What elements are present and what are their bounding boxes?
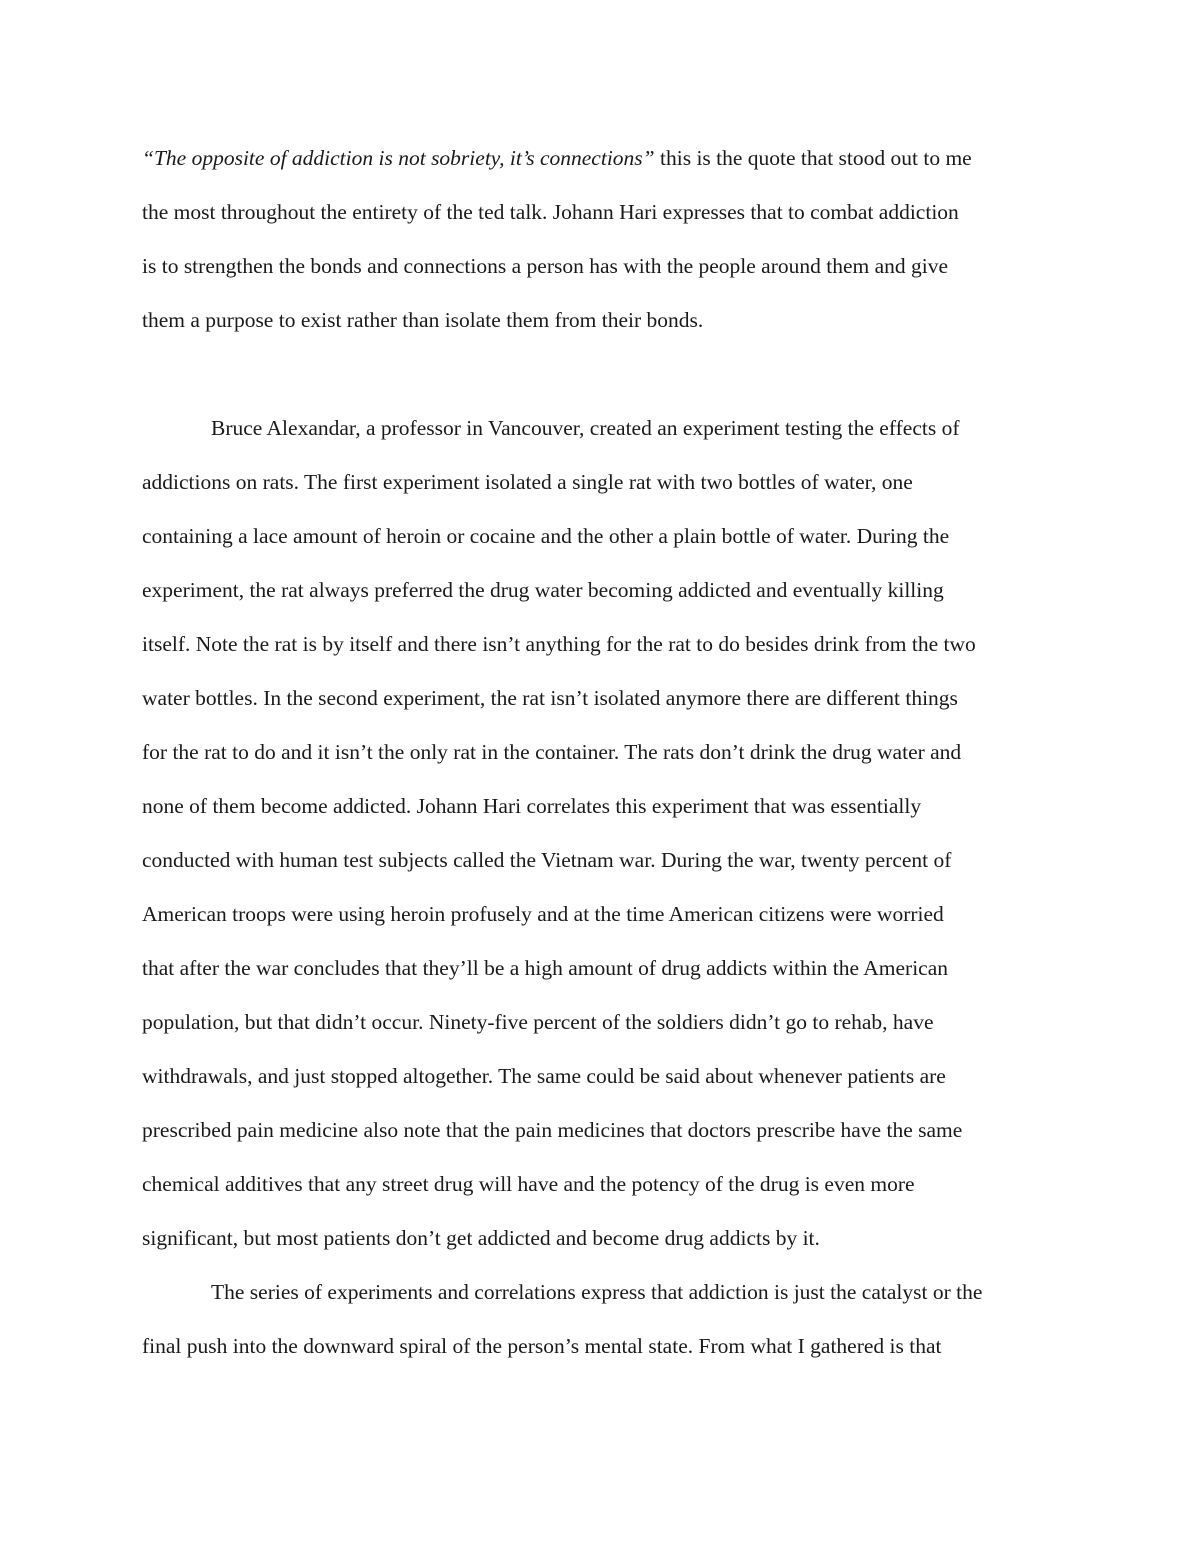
paragraph-3-line: final push into the downward spiral of the person’s mental state. From what I gathered is that [142, 1334, 942, 1358]
paragraph-2-line: American troops were using heroin profusely and at the time American citizens were worried [142, 902, 944, 926]
paragraph-3-line: The series of experiments and correlations express that addiction is just the catalyst or the [211, 1280, 983, 1304]
paragraph-2-line: for the rat to do and it isn’t the only rat in the container. The rats don’t drink the drug water and [142, 740, 962, 764]
paragraph-2-line: itself. Note the rat is by itself and there isn’t anything for the rat to do besides drink from the two [142, 632, 976, 656]
paragraph-2-line: chemical additives that any street drug will have and the potency of the drug is even more [142, 1172, 915, 1196]
paragraph-1-line-2: the most throughout the entirety of the ted talk. Johann Hari expresses that to combat addiction [142, 200, 959, 224]
paragraph-2-line: Bruce Alexandar, a professor in Vancouver, created an experiment testing the effects of [211, 416, 960, 440]
paragraph-2-line: conducted with human test subjects called the Vietnam war. During the war, twenty percent of [142, 848, 952, 872]
opening-quote: “The opposite of addiction is not sobriety, it’s connections” [142, 146, 655, 170]
paragraph-2-line: population, but that didn’t occur. Ninety-five percent of the soldiers didn’t go to rehab, have [142, 1010, 934, 1034]
paragraph-2-line: addictions on rats. The first experiment isolated a single rat with two bottles of water, one [142, 470, 913, 494]
paragraph-1-line-1-rest: this is the quote that stood out to me [654, 146, 972, 170]
paragraph-2-line: water bottles. In the second experiment, the rat isn’t isolated anymore there are different things [142, 686, 958, 710]
paragraph-2-line: containing a lace amount of heroin or cocaine and the other a plain bottle of water. During the [142, 524, 950, 548]
paragraph-2-line: that after the war concludes that they’ll be a high amount of drug addicts within the American [142, 956, 948, 980]
paragraph-2-line: none of them become addicted. Johann Hari correlates this experiment that was essentially [142, 794, 922, 818]
paragraph-2-line: significant, but most patients don’t get addicted and become drug addicts by it. [142, 1226, 820, 1250]
paragraph-2-line: withdrawals, and just stopped altogether. The same could be said about whenever patients are [142, 1064, 946, 1088]
paragraph-1-line-4: them a purpose to exist rather than isolate them from their bonds. [142, 308, 704, 332]
paragraph-1-line-1 [142, 144, 972, 172]
paragraph-2-line: prescribed pain medicine also note that the pain medicines that doctors prescribe have the same [142, 1118, 963, 1142]
paragraph-1-line-3: is to strengthen the bonds and connections a person has with the people around them and give [142, 254, 949, 278]
paragraph-2-line: experiment, the rat always preferred the drug water becoming addicted and eventually killing [142, 578, 944, 602]
